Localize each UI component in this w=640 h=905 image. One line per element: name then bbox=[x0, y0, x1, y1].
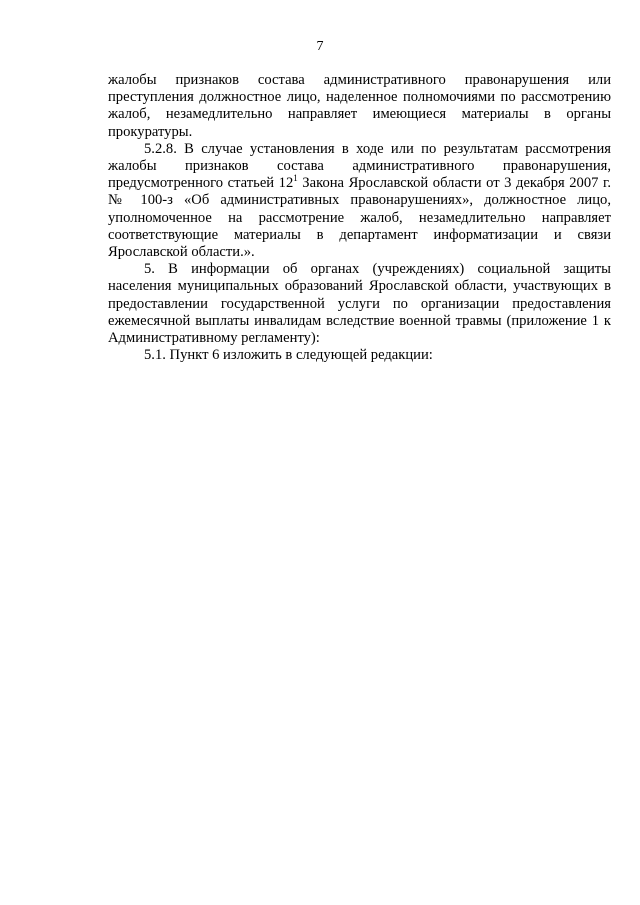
document-body bbox=[108, 72, 611, 364]
paragraph-5-2-8-text-before: 5.2.8. В случае установления в ходе или по результатам рассмотрения жалобы признаков состава административного правонарушения, предусмотренного статьей 12 bbox=[108, 140, 611, 192]
paragraph-5: 5. В информации об органах (учреждениях) социальной защиты населения муниципальных образований Ярославской области, участвующих в предоставлении государственной услуги по организации предоставления ежемесячной выплаты инвалидам вследствие военной травмы (приложение 1 к Административному регламенту): bbox=[108, 261, 611, 347]
page-number: 7 bbox=[316, 39, 324, 54]
paragraph-5-2-8-text-after: Закона Ярославской области от 3 декабря 2007 г. № 100-з «Об административных правонарушениях», должностное лицо, уполномоченное на рассмотрение жалоб, незамедлительно направляет соответствующие материалы в департамент информатизации и связи Ярославской области.». bbox=[108, 175, 611, 261]
paragraph-5-1: 5.1. Пункт 6 изложить в следующей редакции: bbox=[144, 347, 433, 364]
paragraph-5-2-8 bbox=[108, 141, 611, 261]
article-superscript: 1 bbox=[293, 173, 298, 184]
paragraph-complaint-continuation: жалобы признаков состава административного правонарушения или преступления должностное лицо, наделенное полномочиями по рассмотрению жалоб, незамедлительно направляет имеющиеся материалы в органы прокуратуры. bbox=[108, 72, 611, 140]
